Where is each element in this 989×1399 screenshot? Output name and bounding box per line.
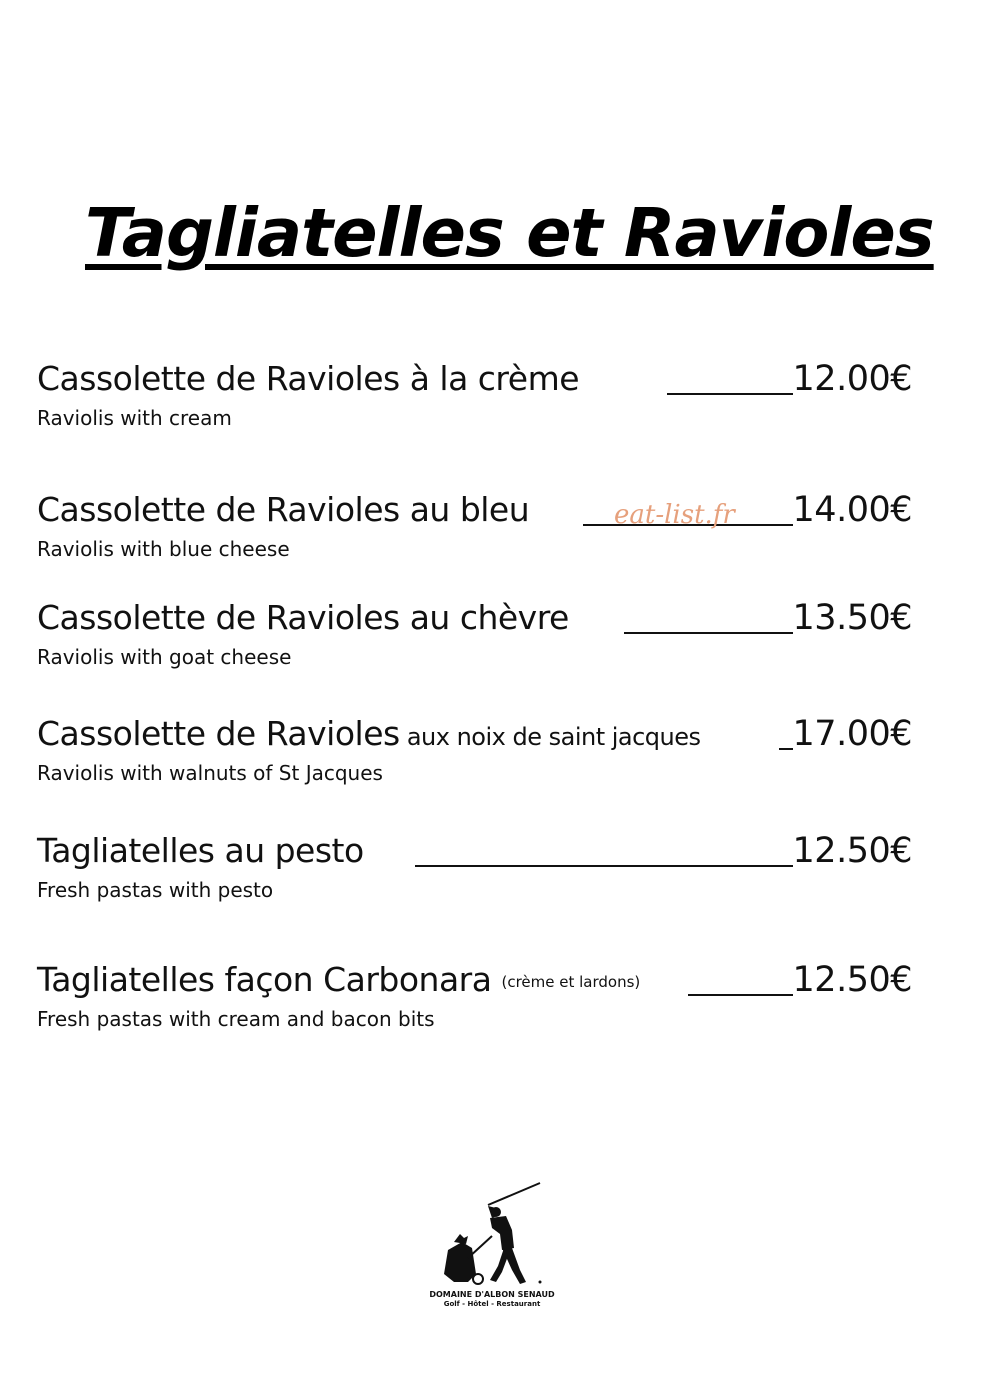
menu-item-price: 12.50€	[792, 960, 912, 1000]
menu-item-price: 14.00€	[792, 490, 912, 530]
menu-item-ravioles-creme	[37, 357, 912, 437]
price-leader-line	[667, 393, 793, 395]
price-leader-line	[688, 994, 793, 996]
menu-item-name: Cassolette de Ravioles au bleu	[37, 490, 530, 529]
menu-item-line	[37, 488, 912, 532]
watermark: eat-list.fr	[614, 500, 735, 530]
menu-item-translation: Raviolis with blue cheese	[37, 537, 290, 561]
menu-item-name: Tagliatelles au pesto	[37, 831, 364, 870]
menu-item-name-main: Cassolette de Ravioles	[37, 714, 400, 753]
menu-item-tagliatelles-pesto	[37, 829, 912, 909]
menu-item-line	[37, 829, 912, 873]
menu-item-ravioles-bleu	[37, 488, 912, 568]
menu-item-translation: Fresh pastas with cream and bacon bits	[37, 1007, 435, 1031]
menu-item-price: 17.00€	[792, 714, 912, 754]
golfer-icon	[430, 1178, 554, 1288]
menu-item-price: 12.00€	[792, 359, 912, 399]
logo-name: DOMAINE D'ALBON SENAUD	[429, 1290, 555, 1299]
menu-item-translation: Raviolis with goat cheese	[37, 645, 292, 669]
menu-item-price: 12.50€	[792, 831, 912, 871]
menu-item-name: Cassolette de Ravioles au chèvre	[37, 598, 569, 637]
menu-item-translation: Fresh pastas with pesto	[37, 878, 274, 902]
menu-item-name: Cassolette de Ravioles à la crème	[37, 359, 580, 398]
menu-item-translation: Raviolis with cream	[37, 406, 232, 430]
menu-item-line	[37, 357, 912, 401]
menu-item-ravioles-chevre	[37, 596, 912, 676]
page-title: Tagliatelles et Ravioles	[85, 194, 934, 272]
menu-item-line	[37, 712, 912, 756]
price-leader-line	[624, 632, 793, 634]
menu-item-line	[37, 596, 912, 640]
menu-item-translation: Raviolis with walnuts of St Jacques	[37, 761, 383, 785]
menu-item-name	[37, 958, 640, 1004]
logo-subtitle: Golf - Hôtel - Restaurant	[443, 1300, 541, 1308]
menu-item-tagliatelles-carbonara	[37, 958, 912, 1038]
menu-item-ravioles-saint-jacques	[37, 712, 912, 792]
menu-item-price: 13.50€	[792, 598, 912, 638]
restaurant-logo	[420, 1178, 570, 1318]
menu-item-name	[37, 712, 701, 759]
menu-item-name-note: (crème et lardons)	[501, 973, 641, 991]
price-leader-line	[779, 748, 793, 750]
price-leader-line	[415, 865, 793, 867]
menu-item-name-main: Tagliatelles façon Carbonara	[37, 960, 492, 999]
menu-item-name-suffix: aux noix de saint jacques	[399, 723, 701, 751]
menu-item-line	[37, 958, 912, 1002]
